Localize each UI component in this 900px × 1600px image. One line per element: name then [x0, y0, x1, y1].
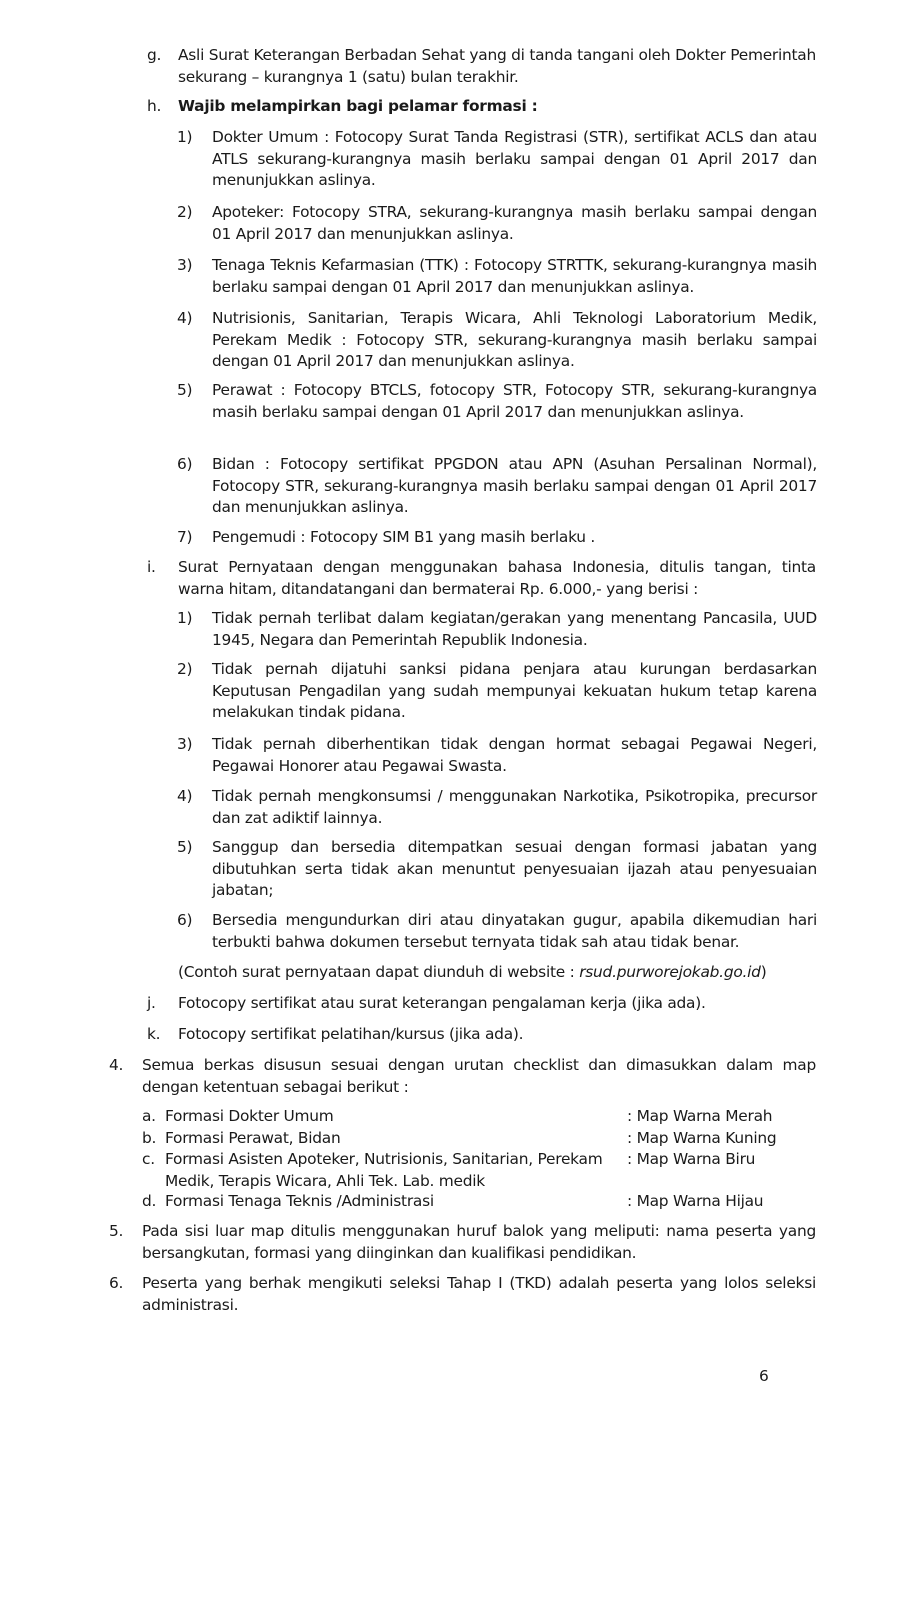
sub-text: Pengemudi : Fotocopy SIM B1 yang masih berlaku .	[212, 528, 596, 546]
sub-marker: 6)	[177, 911, 193, 929]
sub-text: Dokter Umum : Fotocopy Surat Tanda Registrasi (STR), sertifikat ACLS dan atau ATLS sekurang-kurangnya masih berlaku sampai dengan 01 April 2017 dan menunjukkan aslinya.	[212, 128, 817, 189]
item-heading: Wajib melampirkan bagi pelamar formasi :	[178, 97, 538, 115]
item-marker: g.	[147, 46, 162, 64]
map-formation: Formasi Tenaga Teknis /Administrasi	[165, 1192, 434, 1210]
sub-text: Tidak pernah terlibat dalam kegiatan/gerakan yang menentang Pancasila, UUD 1945, Negara dan Pemerintah Republik Indonesia.	[212, 609, 817, 649]
map-formation: Formasi Perawat, Bidan	[165, 1129, 341, 1147]
item-marker: 4.	[109, 1056, 124, 1074]
sub-text: Tidak pernah mengkonsumsi / menggunakan Narkotika, Psikotropika, precursor dan zat adiktif lainnya.	[212, 787, 817, 827]
map-marker: b.	[142, 1129, 157, 1147]
sub-marker: 7)	[177, 528, 193, 546]
item-marker: 6.	[109, 1274, 124, 1292]
sub-text: Tidak pernah diberhentikan tidak dengan hormat sebagai Pegawai Negeri, Pegawai Honorer atau Pegawai Swasta.	[212, 735, 817, 775]
item-text: Asli Surat Keterangan Berbadan Sehat yang di tanda tangani oleh Dokter Pemerintah sekurang – kurangnya 1 (satu) bulan terakhir.	[178, 46, 816, 86]
sub-text: Bidan : Fotocopy sertifikat PPGDON atau APN (Asuhan Persalinan Normal), Fotocopy STR, sekurang-kurangnya masih berlaku sampai dengan 01 April 2017 dan menunjukkan aslinya.	[212, 455, 817, 516]
sub-marker: 2)	[177, 660, 193, 678]
item-marker: j.	[147, 994, 156, 1012]
note-suffix: )	[760, 963, 767, 981]
sub-text: Sanggup dan bersedia ditempatkan sesuai dengan formasi jabatan yang dibutuhkan serta tidak akan menuntut penyesuaian ijazah atau penyesuaian jabatan;	[212, 838, 817, 899]
sub-marker: 4)	[177, 309, 193, 327]
item-text: Semua berkas disusun sesuai dengan urutan checklist dan dimasukkan dalam map dengan ketentuan sebagai berikut :	[142, 1056, 816, 1096]
map-color: : Map Warna Biru	[627, 1150, 756, 1168]
sub-marker: 4)	[177, 787, 193, 805]
map-color: : Map Warna Merah	[627, 1107, 773, 1125]
item-text: Surat Pernyataan dengan menggunakan bahasa Indonesia, ditulis tangan, tinta warna hitam, ditandatangani dan bermaterai Rp. 6.000,- yang berisi :	[178, 558, 816, 598]
sub-text: Bersedia mengundurkan diri atau dinyatakan gugur, apabila dikemudian hari terbukti bahwa dokumen tersebut ternyata tidak sah atau tidak benar.	[212, 911, 817, 951]
sub-marker: 2)	[177, 203, 193, 221]
sub-marker: 5)	[177, 838, 193, 856]
item-text: Pada sisi luar map ditulis menggunakan huruf balok yang meliputi: nama peserta yang bersangkutan, formasi yang diinginkan dan kualifikasi pendidikan.	[142, 1222, 816, 1262]
sub-text: Perawat : Fotocopy BTCLS, fotocopy STR, Fotocopy STR, sekurang-kurangnya masih berlaku sampai dengan 01 April 2017 dan menunjukkan aslinya.	[212, 381, 817, 421]
website-link[interactable]: rsud.purworejokab.go.id	[579, 963, 761, 981]
item-marker: 5.	[109, 1222, 124, 1240]
item-text: Fotocopy sertifikat pelatihan/kursus (jika ada).	[178, 1025, 524, 1043]
map-marker: c.	[142, 1150, 155, 1168]
map-color: : Map Warna Hijau	[627, 1192, 764, 1210]
sub-text: Apoteker: Fotocopy STRA, sekurang-kurangnya masih berlaku sampai dengan 01 April 2017 dan menunjukkan aslinya.	[212, 203, 817, 243]
item-text: Peserta yang berhak mengikuti seleksi Tahap I (TKD) adalah peserta yang lolos seleksi administrasi.	[142, 1274, 816, 1314]
item-marker: i.	[147, 558, 156, 576]
map-color: : Map Warna Kuning	[627, 1129, 777, 1147]
map-formation: Formasi Asisten Apoteker, Nutrisionis, Sanitarian, Perekam Medik, Terapis Wicara, Ahli Tek. Lab. medik	[165, 1150, 603, 1190]
page-number: 6	[759, 1367, 769, 1385]
sub-text: Tenaga Teknis Kefarmasian (TTK) : Fotocopy STRTTK, sekurang-kurangnya masih berlaku sampai dengan 01 April 2017 dan menunjukkan aslinya.	[212, 256, 817, 296]
sub-marker: 1)	[177, 609, 193, 627]
item-marker: k.	[147, 1025, 161, 1043]
sub-marker: 3)	[177, 256, 193, 274]
sub-marker: 6)	[177, 455, 193, 473]
map-marker: d.	[142, 1192, 157, 1210]
sub-marker: 5)	[177, 381, 193, 399]
sub-marker: 3)	[177, 735, 193, 753]
item-marker: h.	[147, 97, 162, 115]
sub-text: Nutrisionis, Sanitarian, Terapis Wicara, Ahli Teknologi Laboratorium Medik, Perekam Medik : Fotocopy STR, sekurang-kurangnya masih berlaku sampai dengan 01 April 2017 dan menunjukkan aslinya.	[212, 309, 817, 370]
map-formation: Formasi Dokter Umum	[165, 1107, 334, 1125]
sub-marker: 1)	[177, 128, 193, 146]
sub-text: Tidak pernah dijatuhi sanksi pidana penjara atau kurungan berdasarkan Keputusan Pengadilan yang sudah mempunyai kekuatan hukum tetap karena melakukan tindak pidana.	[212, 660, 817, 721]
item-text: Fotocopy sertifikat atau surat keterangan pengalaman kerja (jika ada).	[178, 994, 706, 1012]
map-marker: a.	[142, 1107, 156, 1125]
note-prefix: (Contoh surat pernyataan dapat diunduh di website :	[178, 963, 580, 981]
